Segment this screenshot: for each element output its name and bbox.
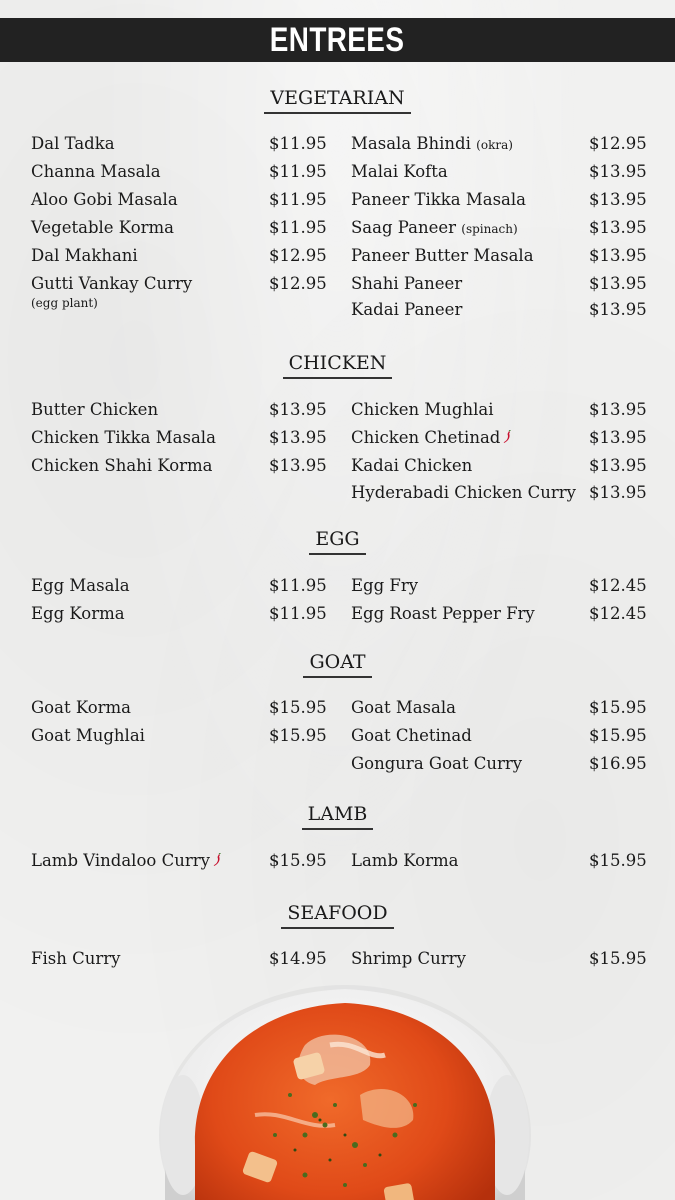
item-note: (okra) xyxy=(476,138,513,152)
chili-pepper-icon xyxy=(212,853,222,867)
curry-bowl-photo xyxy=(155,985,535,1200)
section-heading-vegetarian: VEGETARIAN xyxy=(0,87,675,114)
title-bar xyxy=(0,18,675,62)
section-heading-egg: EGG xyxy=(0,528,675,555)
item-note: (spinach) xyxy=(461,222,518,236)
page-title: ENTREES xyxy=(270,20,405,59)
section-heading-chicken: CHICKEN xyxy=(0,352,675,379)
section-heading-seafood: SEAFOOD xyxy=(0,902,675,929)
item-note: (egg plant) xyxy=(31,296,98,310)
section-heading-lamb: LAMB xyxy=(0,803,675,830)
section-heading-goat: GOAT xyxy=(0,651,675,678)
chili-pepper-icon xyxy=(502,430,512,444)
